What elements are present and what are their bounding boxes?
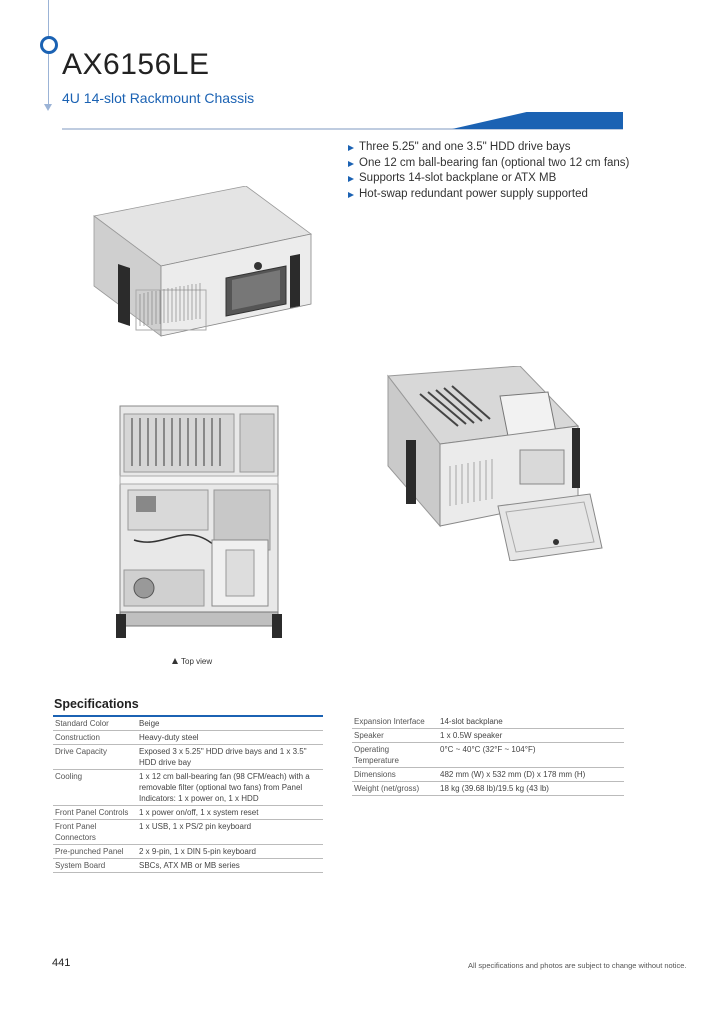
spec-table-left (53, 717, 323, 873)
header-vertical-line (48, 0, 49, 108)
table-row (53, 731, 323, 745)
spec-label: Weight (net/gross) (352, 782, 438, 796)
spec-label: Standard Color (53, 717, 137, 731)
spec-label: Construction (53, 731, 137, 745)
spec-value: SBCs, ATX MB or MB series (137, 859, 323, 873)
feature-item: Supports 14-slot backplane or ATX MB (348, 171, 629, 187)
spec-label: System Board (53, 859, 137, 873)
table-row (352, 743, 624, 768)
spec-value: 18 kg (39.68 lb)/19.5 kg (43 lb) (438, 782, 624, 796)
feature-item: One 12 cm ball-bearing fan (optional two 12 cm fans) (348, 156, 629, 172)
triangle-bullet-icon (348, 161, 354, 167)
table-row (352, 729, 624, 743)
spec-label: Dimensions (352, 768, 438, 782)
down-arrow-icon (44, 104, 52, 111)
spec-label: Expansion Interface (352, 715, 438, 729)
header-accent-bar (62, 112, 623, 130)
table-row (53, 806, 323, 820)
spec-value: 1 x 0.5W speaker (438, 729, 624, 743)
spec-value: 1 x 12 cm ball-bearing fan (98 CFM/each) with a removable filter (optional two fans) from Panel Indicators: 1 x power on, 1 x HDD (137, 770, 323, 806)
spec-value: Heavy-duty steel (137, 731, 323, 745)
table-row (53, 770, 323, 806)
table-row (53, 859, 323, 873)
page-title: AX6156LE (62, 48, 210, 81)
spec-label: Operating Temperature (352, 743, 438, 768)
image-caption: Top view (172, 657, 212, 666)
footnote: All specifications and photos are subject to change without notice. (468, 961, 687, 970)
table-row (352, 782, 624, 796)
triangle-bullet-icon (348, 176, 354, 182)
header-circle-icon (40, 36, 58, 54)
caption-triangle-icon (172, 658, 178, 664)
spec-value: 482 mm (W) x 532 mm (D) x 178 mm (H) (438, 768, 624, 782)
table-row (352, 768, 624, 782)
feature-list (348, 140, 629, 202)
spec-label: Drive Capacity (53, 745, 137, 770)
triangle-bullet-icon (348, 145, 354, 151)
spec-value: 1 x USB, 1 x PS/2 pin keyboard (137, 820, 323, 845)
specifications-heading: Specifications (54, 697, 139, 711)
feature-item: Hot-swap redundant power supply supported (348, 187, 629, 203)
spec-label: Front Panel Connectors (53, 820, 137, 845)
spec-value: 14-slot backplane (438, 715, 624, 729)
table-row (53, 820, 323, 845)
spec-label: Cooling (53, 770, 137, 806)
spec-label: Front Panel Controls (53, 806, 137, 820)
feature-item: Three 5.25" and one 3.5" HDD drive bays (348, 140, 629, 156)
chassis-open-image (380, 366, 605, 566)
spec-label: Speaker (352, 729, 438, 743)
spec-value: Beige (137, 717, 323, 731)
spec-value: 2 x 9-pin, 1 x DIN 5-pin keyboard (137, 845, 323, 859)
table-row (53, 717, 323, 731)
spec-value: Exposed 3 x 5.25" HDD drive bays and 1 x 3.5" HDD drive bay (137, 745, 323, 770)
chassis-top-view-image (114, 400, 284, 647)
table-row (53, 745, 323, 770)
spec-label: Pre-punched Panel (53, 845, 137, 859)
page-subtitle: 4U 14-slot Rackmount Chassis (62, 90, 255, 106)
spec-value: 0°C ~ 40°C (32°F ~ 104°F) (438, 743, 624, 768)
spec-value: 1 x power on/off, 1 x system reset (137, 806, 323, 820)
page-number: 441 (52, 957, 71, 969)
table-row (352, 715, 624, 729)
spec-table-right (352, 715, 624, 796)
triangle-bullet-icon (348, 192, 354, 198)
chassis-front-image (86, 186, 316, 351)
table-row (53, 845, 323, 859)
